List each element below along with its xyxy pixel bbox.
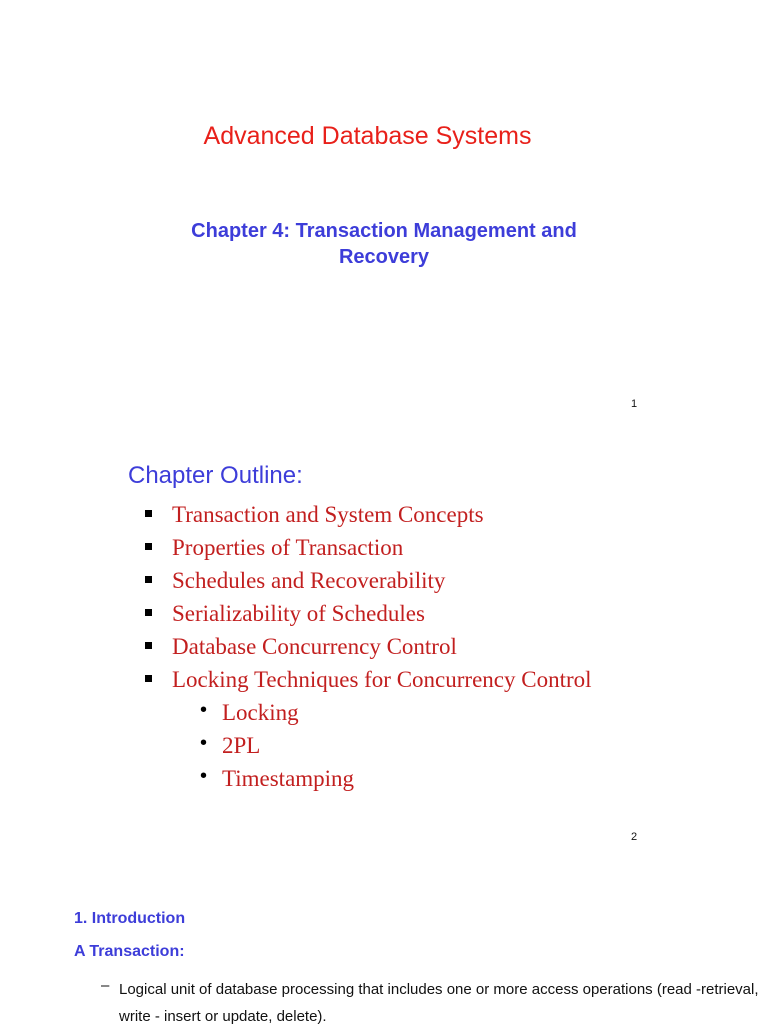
outline-subitem: Locking xyxy=(222,700,299,725)
outline-item: Schedules and Recoverability xyxy=(172,568,446,593)
square-bullet-icon xyxy=(145,543,152,550)
definition-text: Logical unit of database processing that includes one or more access operations (read -retrieval, write - insert or update, delete). xyxy=(119,981,759,1025)
section-heading: 1. Introduction xyxy=(74,910,186,927)
square-bullet-icon xyxy=(145,510,152,517)
outline-subitem: Timestamping xyxy=(222,766,355,791)
course-title: Advanced Database Systems xyxy=(203,122,532,150)
dot-bullet-icon: • xyxy=(200,732,208,754)
dot-bullet-icon: • xyxy=(200,765,208,787)
square-bullet-icon xyxy=(145,576,152,583)
chapter-title-line2: Recovery xyxy=(338,246,430,268)
outline-subitem: 2PL xyxy=(222,733,261,758)
dash-bullet-icon: – xyxy=(101,977,110,994)
chapter-title-line1: Chapter 4: Transaction Management and xyxy=(191,220,577,242)
square-bullet-icon xyxy=(145,609,152,616)
outline-item: Serializability of Schedules xyxy=(172,601,425,626)
page-number: 1 xyxy=(631,398,638,410)
square-bullet-icon xyxy=(145,675,152,682)
outline-item: Properties of Transaction xyxy=(172,535,404,560)
chapter-title xyxy=(150,218,618,270)
dot-bullet-icon: • xyxy=(200,699,208,721)
page-number: 2 xyxy=(631,831,638,843)
square-bullet-icon xyxy=(145,642,152,649)
outline-item: Database Concurrency Control xyxy=(172,634,457,659)
subheading: A Transaction: xyxy=(74,943,185,960)
outline-item: Transaction and System Concepts xyxy=(172,502,484,527)
outline-item: Locking Techniques for Concurrency Control xyxy=(172,667,592,692)
outline-heading: Chapter Outline: xyxy=(128,462,303,489)
